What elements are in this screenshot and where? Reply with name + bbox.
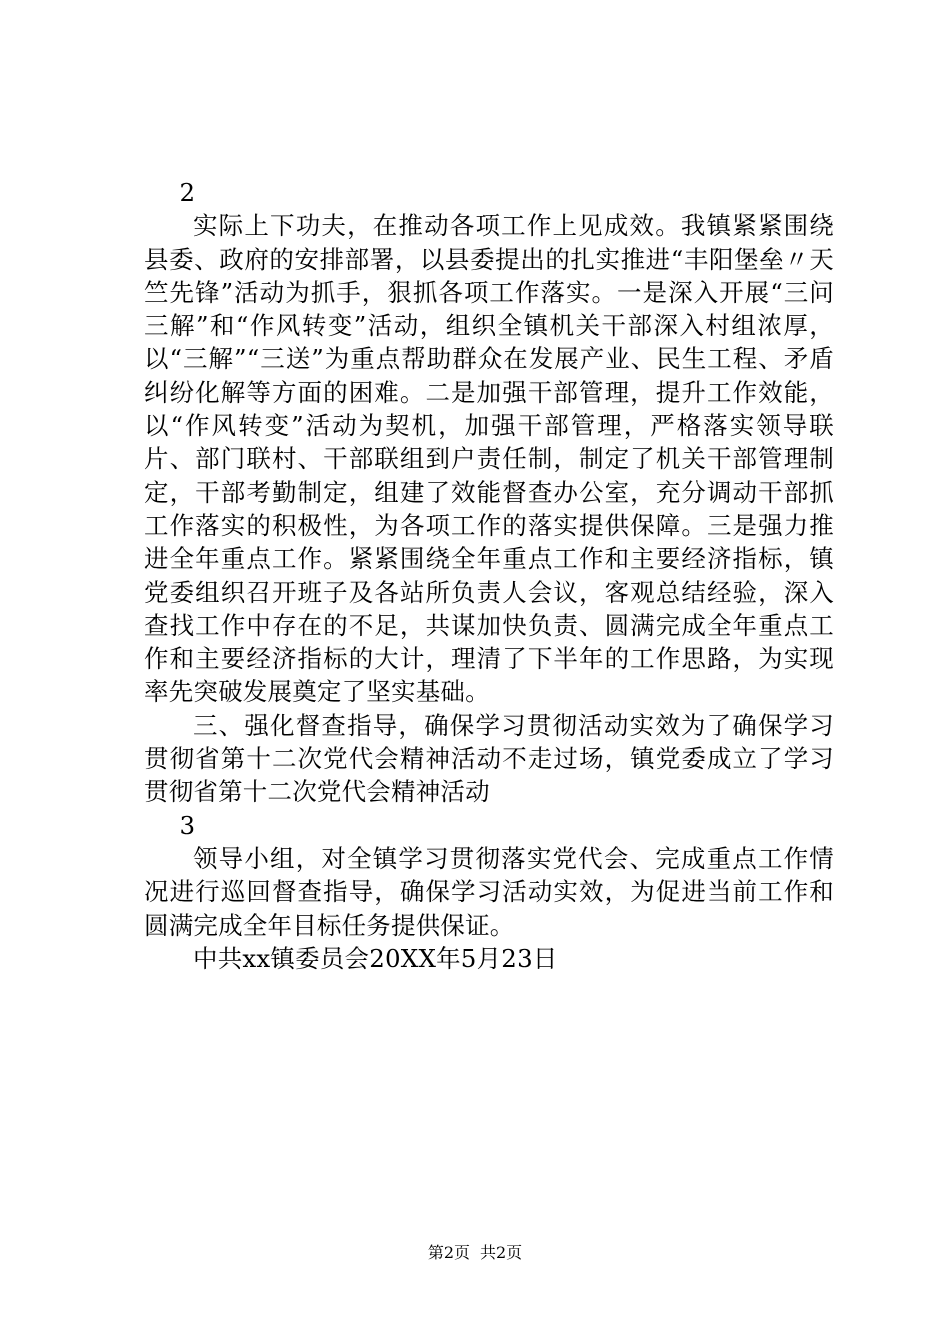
paragraph-supervision-guidance: 三、强化督查指导，确保学习贯彻活动实效为了确保学习贯彻省第十二次党代会精神活动不走过场，镇党委成立了学习贯彻省第十二次党代会精神活动 — [144, 710, 834, 807]
footer-page-label: 第2页 — [427, 1243, 470, 1262]
page-footer — [0, 1243, 950, 1263]
paragraph-work-implementation: 实际上下功夫，在推动各项工作上见成效。我镇紧紧围绕县委、政府的安排部署，以县委提出的扎实推进“丰阳堡垒〃天竺先锋”活动为抓手，狠抓各项工作落实。一是深入开展“三问三解”和“作风转变”活动，组织全镇机关干部深入村组浓厚，以“三解”“三送”为重点帮助群众在发展产业、民生工程、矛盾纠纷化解等方面的困难。二是加强干部管理，提升工作效能，以“作风转变”活动为契机，加强干部管理，严格落实领导联片、部门联村、干部联组到户责任制，制定了机关干部管理制定，干部考勤制定，组建了效能督查办公室，充分调动干部抓工作落实的积极性，为各项工作的落实提供保障。三是强力推进全年重点工作。紧紧围绕全年重点工作和主要经济指标，镇党委组织召开班子及各站所负责人会议，客观总结经验，深入查找工作中存在的不足，共谋加快负责、圆满完成全年重点工作和主要经济指标的大计，理清了下半年的工作思路，为实现率先突破发展奠定了坚实基础。 — [144, 211, 834, 707]
page-number-marker: 3 — [179, 810, 196, 840]
page-number-marker: 2 — [179, 178, 196, 207]
footer-total-label: 共2页 — [480, 1243, 523, 1262]
document-body — [144, 176, 834, 975]
paragraph-leading-group: 领导小组，对全镇学习贯彻落实党代会、完成重点工作情况进行巡回督查指导，确保学习活动实效，为促进当前工作和圆满完成全年目标任务提供保证。 — [144, 843, 834, 940]
signature-line: 中共xx镇委员会20XX年5月23日 — [193, 943, 558, 973]
